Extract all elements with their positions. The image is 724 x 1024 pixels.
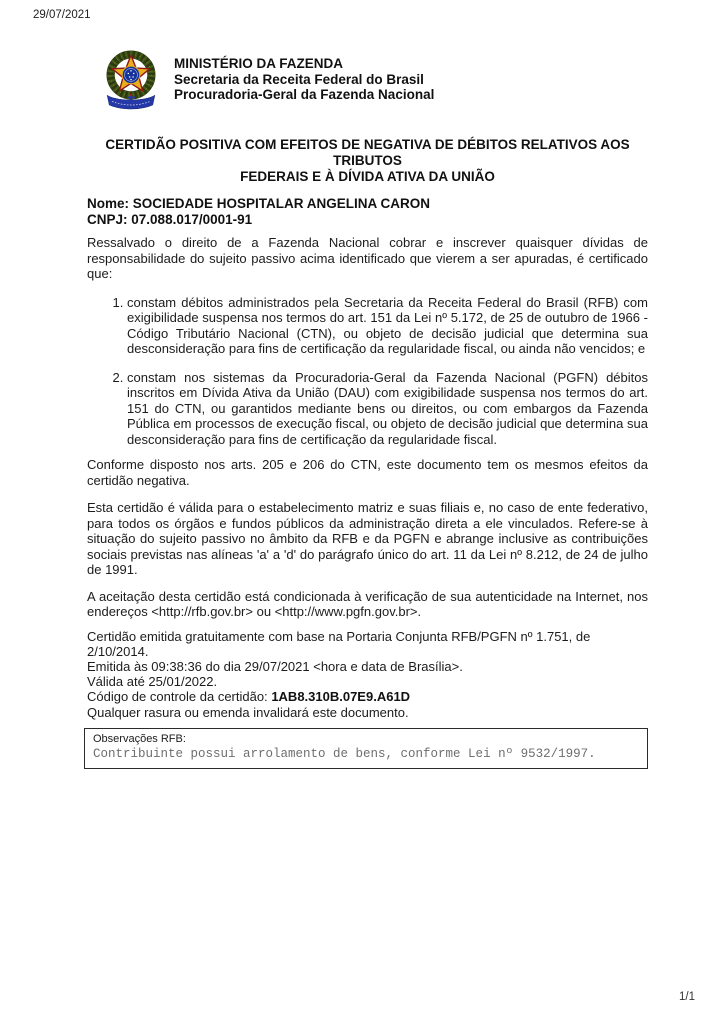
observations-label: Observações RFB: bbox=[93, 732, 186, 745]
name-value: SOCIEDADE HOSPITALAR ANGELINA CARON bbox=[132, 196, 431, 211]
observations-text: Contribuinte possui arrolamento de bens, conforme Lei nº 9532/1997. bbox=[93, 746, 596, 761]
issuance-control-code-line bbox=[87, 689, 648, 704]
cnpj-value: 07.088.017/0001-91 bbox=[131, 211, 253, 227]
issuance-details bbox=[87, 629, 648, 720]
document-title bbox=[87, 137, 648, 185]
name-label: Nome: bbox=[87, 196, 130, 211]
issuance-validity-line: Válida até 25/01/2022. bbox=[87, 674, 218, 690]
debt-conditions-list bbox=[87, 295, 648, 448]
taxpayer-cnpj-line bbox=[87, 212, 648, 228]
document-title-line2: FEDERAIS E À DÍVIDA ATIVA DA UNIÃO bbox=[240, 169, 495, 184]
taxpayer-identification bbox=[87, 196, 648, 227]
brazil-coat-of-arms-icon bbox=[97, 45, 165, 113]
issuance-datetime-line: Emitida às 09:38:36 do dia 29/07/2021 <hora e data de Brasília>. bbox=[87, 658, 463, 674]
issuing-org-block bbox=[174, 56, 434, 103]
org-line-procuradoria: Procuradoria-Geral da Fazenda Nacional bbox=[174, 87, 435, 102]
org-line-receita: Secretaria da Receita Federal do Brasil bbox=[174, 71, 424, 87]
control-code-label: Código de controle da certidão: bbox=[87, 689, 268, 705]
paragraph-validade: Esta certidão é válida para o estabelecimento matriz e suas filiais e, no caso de ente federativo, para todos os órgãos e fundos públicos da administração direta a ele vinculados. Refere-se à situação do sujeito passivo no âmbito da RFB e da PGFN e abrange inclusive as contribuições sociais previstas nas alíneas 'a' a 'd' do parágrafo único do art. 11 da Lei nº 8.212, de 24 de julho de 1991. bbox=[87, 500, 648, 577]
paragraph-conforme: Conforme disposto nos arts. 205 e 206 do CTN, este documento tem os mesmos efeitos da certidão negativa. bbox=[87, 457, 648, 488]
print-date: 29/07/2021 bbox=[33, 9, 91, 21]
header bbox=[97, 45, 434, 113]
cnpj-label: CNPJ: bbox=[87, 211, 128, 227]
paragraph-aceitacao: A aceitação desta certidão está condicionada à verificação de sua autenticidade na Internet, nos endereços <http://rfb.gov.br> ou <http://www.pgfn.gov.br>. bbox=[87, 588, 648, 619]
list-item-pgfn-debts: 2. constam nos sistemas da Procuradoria-Geral da Fazenda Nacional (PGFN) débitos inscritos em Dívida Ativa da União (DAU) com exigibilidade suspensa nos termos do art. 151 do CTN, ou garantidos mediante bens ou direitos, ou com embargos da Fazenda Pública em processos de execução fiscal, ou objeto de decisão judicial que determina sua desconsideração para fins de certificação da regularidade fiscal. bbox=[127, 370, 648, 448]
intro-paragraph: Ressalvado o direito de a Fazenda Nacional cobrar e inscrever quaisquer dívidas de responsabilidade do sujeito passivo acima identificado que vierem a ser apuradas, é certificado que: bbox=[87, 235, 648, 281]
issuance-portaria-line: Certidão emitida gratuitamente com base na Portaria Conjunta RFB/PGFN nº 1.751, de 2/10/2014. bbox=[87, 628, 591, 659]
control-code-value: 1AB8.310B.07E9.A61D bbox=[271, 689, 411, 705]
document-title-line1: CERTIDÃO POSITIVA COM EFEITOS DE NEGATIVA DE DÉBITOS RELATIVOS AOS TRIBUTOS bbox=[105, 137, 630, 168]
document-body bbox=[87, 113, 648, 769]
page-number: 1/1 bbox=[679, 991, 695, 1003]
issuance-rasura-line: Qualquer rasura ou emenda invalidará este documento. bbox=[87, 704, 409, 720]
org-line-ministry: MINISTÉRIO DA FAZENDA bbox=[174, 56, 344, 71]
list-item-rfb-debts: 1. constam débitos administrados pela Secretaria da Receita Federal do Brasil (RFB) com exigibilidade suspensa nos termos do art. 151 da Lei nº 5.172, de 25 de outubro de 1966 - Código Tributário Nacional (CTN), ou objeto de decisão judicial que determina sua desconsideração para fins de certificação da regularidade fiscal, ou ainda não vencidos; e bbox=[127, 295, 648, 357]
taxpayer-name-line bbox=[87, 196, 648, 212]
observations-box bbox=[84, 728, 648, 769]
